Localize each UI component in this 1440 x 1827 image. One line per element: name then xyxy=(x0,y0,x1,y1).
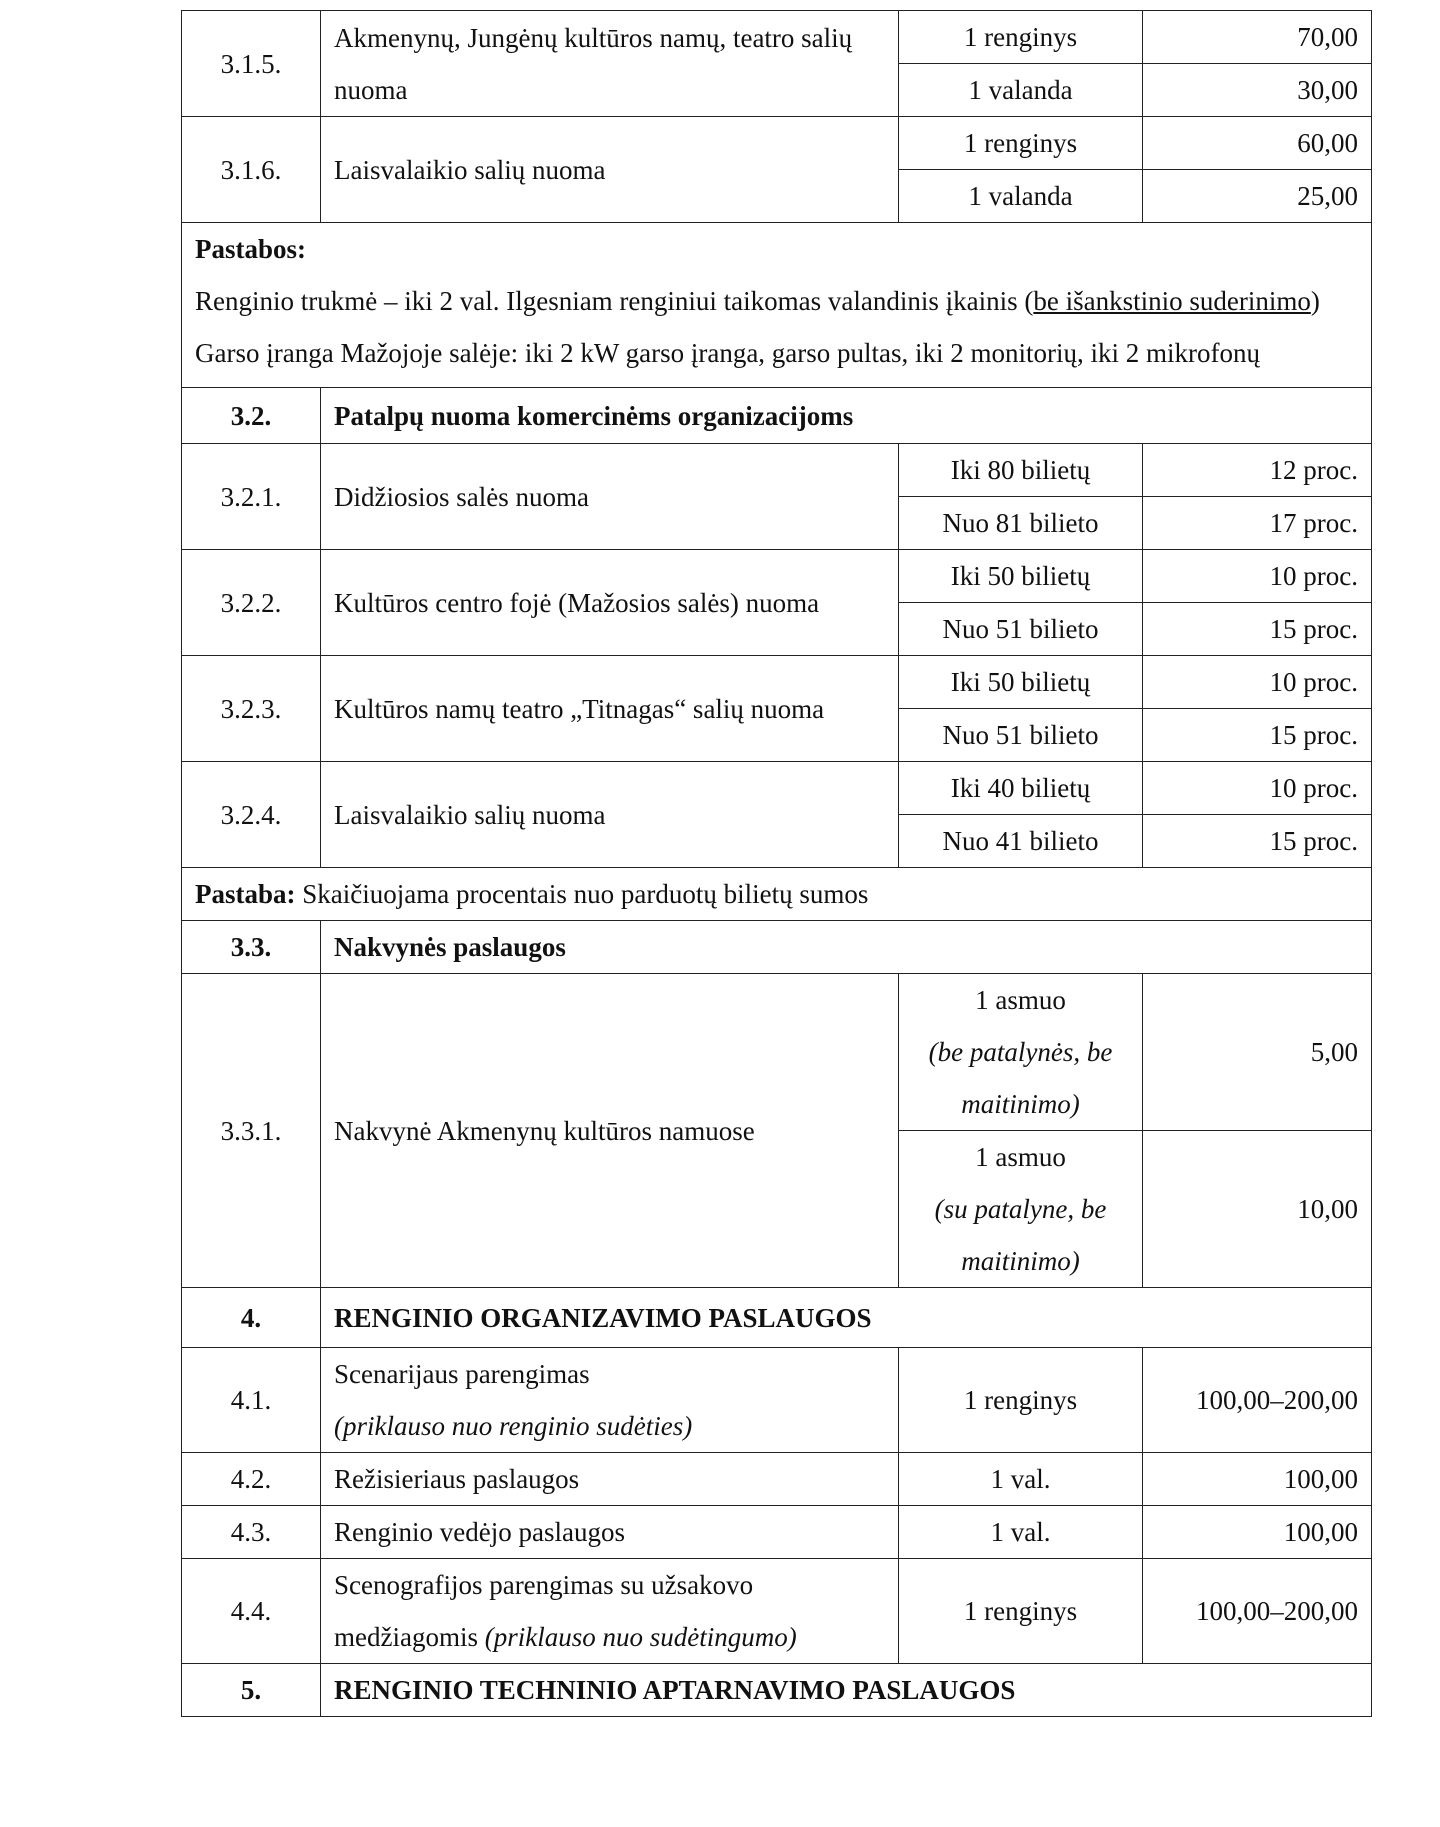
unit-main: 1 asmuo xyxy=(975,1142,1066,1172)
row-number: 3.2.4. xyxy=(182,762,321,868)
unit-note: (su patalyne, be maitinimo) xyxy=(934,1194,1107,1276)
row-number: 4.3. xyxy=(182,1506,321,1559)
price-cell: 60,00 xyxy=(1143,117,1372,170)
service-name: Laisvalaikio salių nuoma xyxy=(321,117,899,223)
notes-underlined-text: be išankstinio suderinimo xyxy=(1033,286,1311,316)
price-cell: 15 proc. xyxy=(1143,709,1372,762)
service-name: Nakvynė Akmenynų kultūros namuose xyxy=(321,974,899,1288)
unit-cell: Nuo 81 bilieto xyxy=(899,497,1143,550)
unit-cell: Nuo 51 bilieto xyxy=(899,603,1143,656)
table-row xyxy=(182,1348,1372,1453)
unit-cell: 1 valanda xyxy=(899,64,1143,117)
price-cell: 10 proc. xyxy=(1143,550,1372,603)
unit-cell: Iki 40 bilietų xyxy=(899,762,1143,815)
notes-closing-paren: ) xyxy=(1310,286,1320,316)
note-row xyxy=(182,868,1372,921)
section-title: RENGINIO ORGANIZAVIMO PASLAUGOS xyxy=(321,1288,1372,1348)
service-name: Kultūros centro fojė (Mažosios salės) nuoma xyxy=(321,550,899,656)
row-number: 4.2. xyxy=(182,1453,321,1506)
unit-cell: 1 val. xyxy=(899,1453,1143,1506)
unit-cell xyxy=(899,974,1143,1131)
section-number: 5. xyxy=(182,1664,321,1717)
notes-line-duration xyxy=(195,275,1358,327)
unit-cell: 1 renginys xyxy=(899,11,1143,64)
row-number: 3.2.1. xyxy=(182,444,321,550)
price-cell: 100,00 xyxy=(1143,1453,1372,1506)
row-number: 3.2.3. xyxy=(182,656,321,762)
unit-note: (be patalynės, be maitinimo) xyxy=(928,1037,1113,1119)
price-cell: 15 proc. xyxy=(1143,603,1372,656)
service-name-cell xyxy=(321,1348,899,1453)
price-cell: 30,00 xyxy=(1143,64,1372,117)
note-heading: Pastaba: xyxy=(195,879,296,909)
row-number: 3.2.2. xyxy=(182,550,321,656)
service-name: Laisvalaikio salių nuoma xyxy=(321,762,899,868)
service-name: Scenografijos parengimas su užsakovo medžiagomis xyxy=(334,1570,754,1652)
price-cell: 17 proc. xyxy=(1143,497,1372,550)
service-name: Didžiosios salės nuoma xyxy=(321,444,899,550)
unit-cell: 1 renginys xyxy=(899,1348,1143,1453)
section-row xyxy=(182,921,1372,974)
table-row xyxy=(182,550,1372,603)
unit-cell: Nuo 41 bilieto xyxy=(899,815,1143,868)
table-row xyxy=(182,1453,1372,1506)
unit-cell: Iki 50 bilietų xyxy=(899,656,1143,709)
notes-heading: Pastabos: xyxy=(195,234,307,264)
price-table xyxy=(181,10,1372,1717)
section-number: 3.3. xyxy=(182,921,321,974)
price-cell: 10 proc. xyxy=(1143,762,1372,815)
section-row xyxy=(182,1664,1372,1717)
table-row xyxy=(182,656,1372,709)
service-name-note: (priklauso nuo sudėtingumo) xyxy=(484,1622,797,1652)
price-cell: 10,00 xyxy=(1143,1131,1372,1288)
price-cell: 12 proc. xyxy=(1143,444,1372,497)
row-number: 3.1.5. xyxy=(182,11,321,117)
unit-cell: 1 val. xyxy=(899,1506,1143,1559)
service-name: Scenarijaus parengimas xyxy=(334,1359,590,1389)
section-number: 4. xyxy=(182,1288,321,1348)
section-title: RENGINIO TECHNINIO APTARNAVIMO PASLAUGOS xyxy=(321,1664,1372,1717)
table-row xyxy=(182,444,1372,497)
service-name: Kultūros namų teatro „Titnagas“ salių nuoma xyxy=(321,656,899,762)
table-row xyxy=(182,974,1372,1131)
unit-main: 1 asmuo xyxy=(975,985,1066,1015)
row-number: 3.3.1. xyxy=(182,974,321,1288)
section-number: 3.2. xyxy=(182,388,321,444)
service-name: Akmenynų, Jungėnų kultūros namų, teatro salių nuoma xyxy=(321,11,899,117)
notes-row xyxy=(182,223,1372,388)
table-row xyxy=(182,1559,1372,1664)
section-row xyxy=(182,388,1372,444)
note-cell xyxy=(182,868,1372,921)
price-cell: 100,00–200,00 xyxy=(1143,1559,1372,1664)
unit-cell: 1 renginys xyxy=(899,117,1143,170)
row-number: 3.1.6. xyxy=(182,117,321,223)
note-text: Skaičiuojama procentais nuo parduotų bilietų sumos xyxy=(295,879,869,909)
table-row xyxy=(182,762,1372,815)
price-cell: 70,00 xyxy=(1143,11,1372,64)
table-row xyxy=(182,1506,1372,1559)
row-number: 4.1. xyxy=(182,1348,321,1453)
unit-cell: 1 valanda xyxy=(899,170,1143,223)
price-cell: 10 proc. xyxy=(1143,656,1372,709)
section-title: Patalpų nuoma komercinėms organizacijoms xyxy=(321,388,1372,444)
table-row xyxy=(182,11,1372,64)
price-cell: 25,00 xyxy=(1143,170,1372,223)
unit-cell: Iki 50 bilietų xyxy=(899,550,1143,603)
row-number: 4.4. xyxy=(182,1559,321,1664)
price-cell: 100,00 xyxy=(1143,1506,1372,1559)
service-name: Renginio vedėjo paslaugos xyxy=(321,1506,899,1559)
section-row xyxy=(182,1288,1372,1348)
notes-cell xyxy=(182,223,1372,388)
service-name-cell xyxy=(321,1559,899,1664)
table-row xyxy=(182,117,1372,170)
unit-cell: 1 renginys xyxy=(899,1559,1143,1664)
price-cell: 100,00–200,00 xyxy=(1143,1348,1372,1453)
service-name-note: (priklauso nuo renginio sudėties) xyxy=(334,1411,693,1441)
section-title: Nakvynės paslaugos xyxy=(321,921,1372,974)
price-cell: 15 proc. xyxy=(1143,815,1372,868)
unit-cell xyxy=(899,1131,1143,1288)
unit-cell: Iki 80 bilietų xyxy=(899,444,1143,497)
service-name: Režisieriaus paslaugos xyxy=(321,1453,899,1506)
unit-cell: Nuo 51 bilieto xyxy=(899,709,1143,762)
price-cell: 5,00 xyxy=(1143,974,1372,1131)
notes-line-duration-text: Renginio trukmė – iki 2 val. Ilgesniam renginiui taikomas valandinis įkainis ( xyxy=(195,286,1034,316)
notes-line-sound: Garso įranga Mažojoje salėje: iki 2 kW garso įranga, garso pultas, iki 2 monitorių, iki 2 mikrofonų xyxy=(195,338,1261,368)
